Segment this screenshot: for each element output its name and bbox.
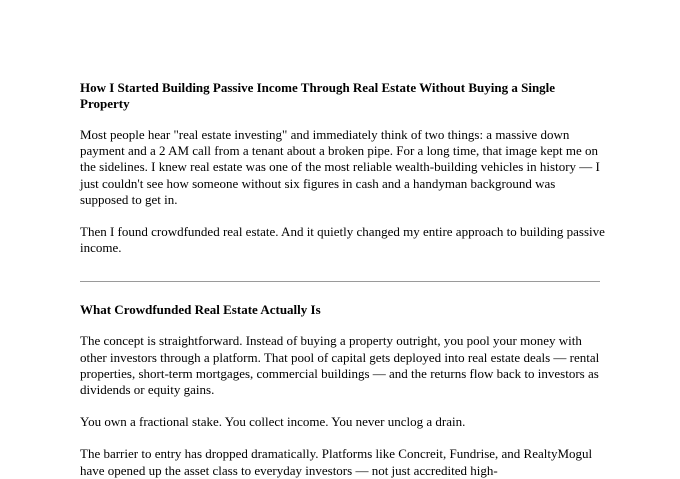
document-title: How I Started Building Passive Income Through Real Estate Without Buying a Single Property — [80, 80, 556, 111]
intro-paragraph-2: Then I found crowdfunded real estate. And it quietly changed my entire approach to building passive income. — [80, 224, 605, 256]
section-paragraph-2: You own a fractional stake. You collect income. You never unclog a drain. — [80, 414, 466, 430]
section-heading: What Crowdfunded Real Estate Actually Is — [80, 302, 321, 318]
intro-paragraph-1: Most people hear "real estate investing" and immediately think of two things: a massive down payment and a 2 AM call from a tenant about a broken pipe. For a long time, that image kept me on the sidelines. I knew real estate was one of the most reliable wealth-building vehicles in history — I just couldn't see how someone without six figures in cash and a handyman background was supposed to get in. — [80, 127, 600, 207]
section-paragraph-1: The concept is straightforward. Instead of buying a property outright, you pool your money with other investors through a platform. That pool of capital gets deployed into real estate deals — rental properties, short-term mortgages, commercial buildings — and the returns flow back to investors as dividends or equity gains. — [80, 333, 600, 398]
document-body — [80, 80, 605, 479]
section-paragraph-3: The barrier to entry has dropped dramatically. Platforms like Concreit, Fundrise, and RealtyMogul have opened up the asset class to everyday investors — not just accredited high- — [80, 446, 593, 478]
